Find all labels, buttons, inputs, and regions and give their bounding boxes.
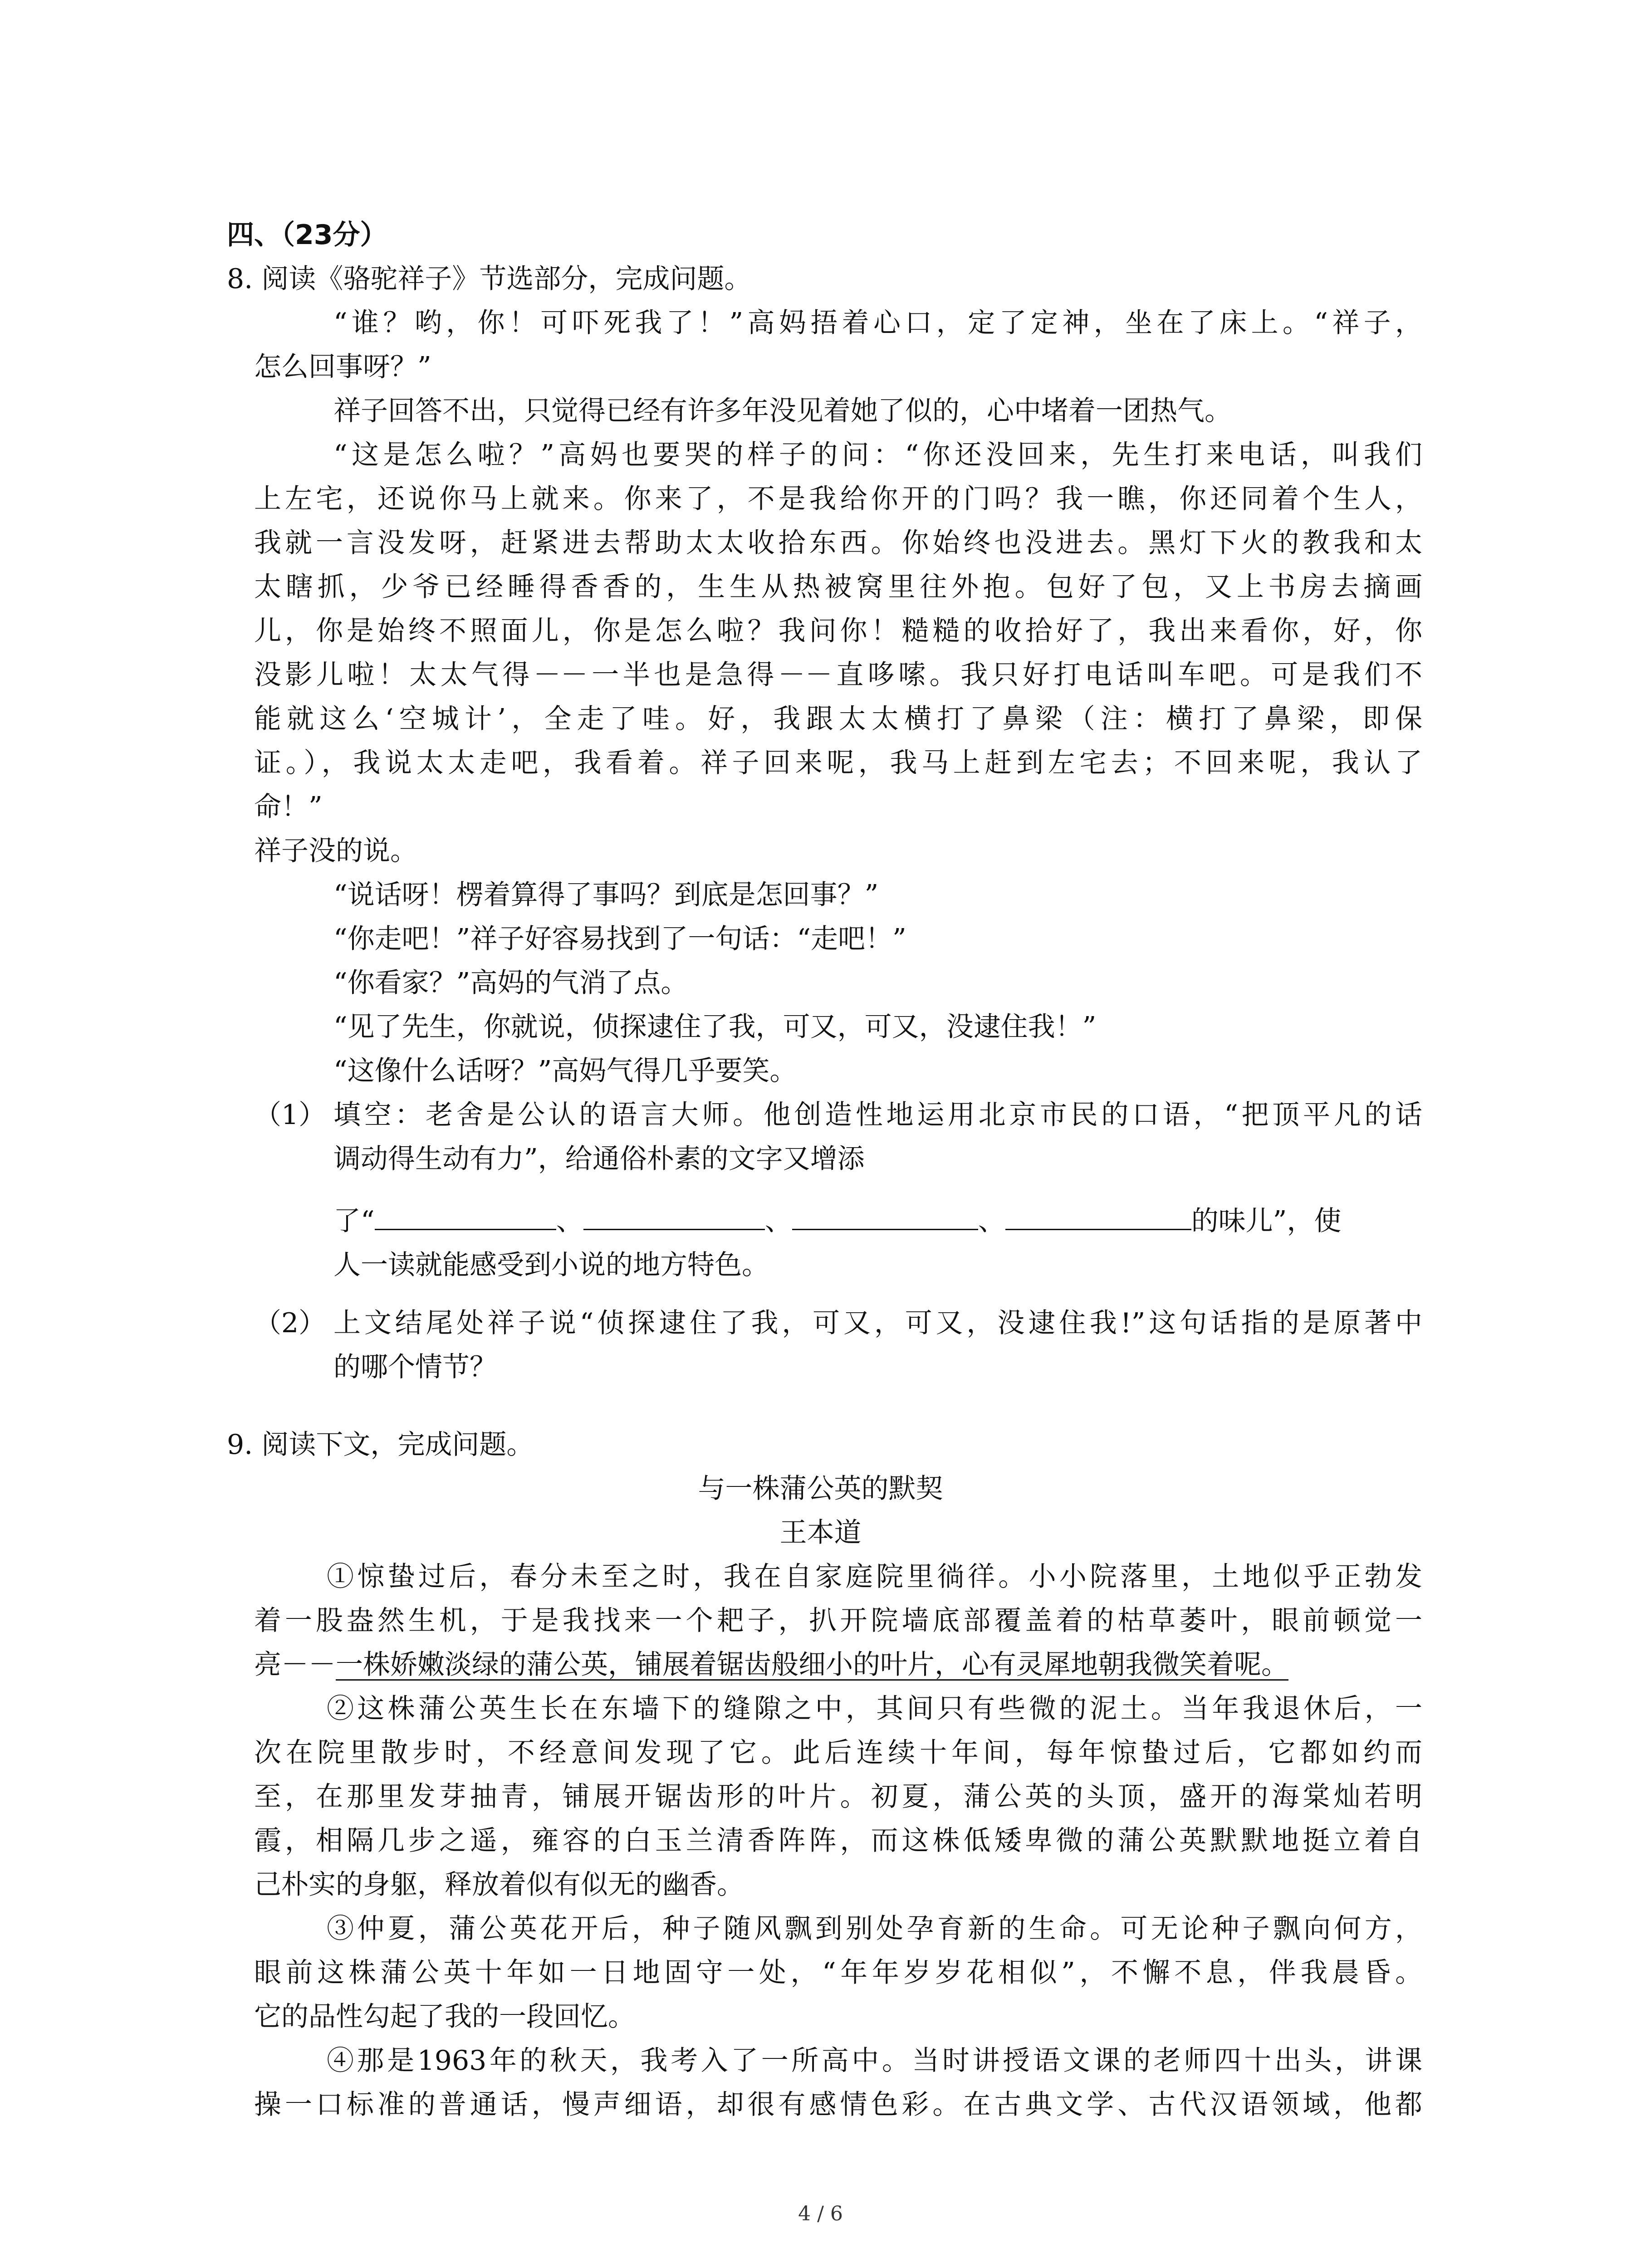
fill-suffix: 的味儿”，使 bbox=[1191, 1205, 1342, 1237]
article-line: 霞，相隔几步之遥，雍容的白玉兰清香阵阵，而这株低矮卑微的蒲公英默默地挺立着自 bbox=[254, 1825, 1422, 1857]
article-text: 亮－－ bbox=[254, 1649, 336, 1681]
q8-passage-line: 没影儿啦！太太气得－－一半也是急得－－直哆嗦。我只好打电话叫车吧。可是我们不 bbox=[254, 659, 1422, 691]
q8-passage-line: 太瞎抓，少爷已经睡得香香的，生生从热被窝里往外抱。包好了包，又上书房去摘画 bbox=[254, 571, 1422, 603]
article-line: 着一股盎然生机，于是我找来一个耙子，扒开院墙底部覆盖着的枯草萎叶，眼前顿觉一 bbox=[254, 1605, 1422, 1637]
answer-blank-4[interactable] bbox=[1005, 1203, 1191, 1230]
article-line: 己朴实的身躯，释放着似有似无的幽香。 bbox=[254, 1869, 744, 1901]
blank-separator: 、 bbox=[556, 1205, 583, 1237]
q8-passage-line: “说话呀！楞着算得了事吗？到底是怎回事？” bbox=[333, 879, 879, 911]
q8-passage-line: “这是怎么啦？”高妈也要哭的样子的问：“你还没回来，先生打来电话，叫我们 bbox=[333, 439, 1422, 471]
q8-passage-line: 命！” bbox=[254, 791, 323, 823]
q8-sub1-line: 调动得生动有力”，给通俗朴素的文字又增添 bbox=[333, 1143, 865, 1175]
article-author: 王本道 bbox=[779, 1517, 862, 1549]
blank-separator: 、 bbox=[978, 1205, 1005, 1237]
q8-sub2-label: （2） bbox=[254, 1307, 326, 1339]
q8-passage-line: 怎么回事呀？” bbox=[254, 351, 431, 383]
article-line bbox=[254, 1647, 1288, 1683]
q8-passage-line: “谁？哟，你！可吓死我了！”高妈捂着心口，定了定神，坐在了床上。“祥子， bbox=[333, 307, 1422, 339]
q8-passage-line: 上左宅，还说你马上就来。你来了，不是我给你开的门吗？我一瞧，你还同着个生人， bbox=[254, 483, 1422, 515]
q8-passage-line: 能就这么‘空城计’，全走了哇。好，我跟太太横打了鼻梁（注：横打了鼻梁，即保 bbox=[254, 703, 1422, 735]
article-title: 与一株蒲公英的默契 bbox=[698, 1473, 943, 1505]
article-line: 眼前这株蒲公英十年如一日地固守一处，“年年岁岁花相似”，不懈不息，伴我晨昏。 bbox=[254, 1957, 1422, 1989]
answer-blank-3[interactable] bbox=[792, 1203, 978, 1230]
answer-blank-2[interactable] bbox=[583, 1203, 765, 1230]
article-line: ③仲夏，蒲公英花开后，种子随风飘到别处孕育新的生命。可无论种子飘向何方， bbox=[327, 1913, 1422, 1945]
article-line: 操一口标准的普通话，慢声细语，却很有感情色彩。在古典文学、古代汉语领域，他都 bbox=[254, 2089, 1422, 2121]
underlined-sentence: 一株娇嫩淡绿的蒲公英，铺展着锯齿般细小的叶片，心有灵犀地朝我微笑着呢。 bbox=[336, 1649, 1288, 1681]
article-line: ①惊蛰过后，春分未至之时，我在自家庭院里徜徉。小小院落里，土地似乎正勃发 bbox=[327, 1561, 1422, 1593]
q8-passage-line: “你看家？”高妈的气消了点。 bbox=[333, 967, 688, 999]
q8-passage-line: “见了先生，你就说，侦探逮住了我，可又，可又，没逮住我！” bbox=[333, 1011, 1097, 1043]
article-line: ④那是1963年的秋天，我考入了一所高中。当时讲授语文课的老师四十出头，讲课 bbox=[327, 2045, 1422, 2077]
article-line: 次在院里散步时，不经意间发现了它。此后连续十年间，每年惊蛰过后，它都如约而 bbox=[254, 1737, 1422, 1769]
q8-passage-line: 儿，你是始终不照面儿，你是怎么啦？我问你！糙糙的收拾好了，我出来看你，好，你 bbox=[254, 615, 1422, 647]
q8-sub1-line: 填空：老舍是公认的语言大师。他创造性地运用北京市民的口语，“把顶平凡的话 bbox=[333, 1099, 1422, 1131]
q8-passage-line: “这像什么话呀？”高妈气得几乎要笑。 bbox=[333, 1055, 797, 1087]
page-number: 4 / 6 bbox=[798, 2202, 843, 2225]
q8-sub1-label: （1） bbox=[254, 1099, 326, 1131]
q8-passage-line: “你走吧！”祥子好容易找到了一句话：“走吧！” bbox=[333, 923, 906, 955]
q8-passage-line: 证。），我说太太走吧，我看着。祥子回来呢，我马上赶到左宅去；不回来呢，我认了 bbox=[254, 747, 1422, 779]
q8-sub1-fill-line bbox=[333, 1203, 1341, 1239]
q9-prompt: 9. 阅读下文，完成问题。 bbox=[227, 1429, 534, 1461]
blank-separator: 、 bbox=[764, 1205, 792, 1237]
q8-sub1-line: 人一读就能感受到小说的地方特色。 bbox=[333, 1249, 769, 1281]
q8-passage-line: 祥子回答不出，只觉得已经有许多年没见着她了似的，心中堵着一团热气。 bbox=[333, 395, 1232, 427]
section-title: 四、（23分） bbox=[227, 219, 387, 251]
answer-blank-1[interactable] bbox=[375, 1203, 556, 1230]
article-line: 至，在那里发芽抽青，铺展开锯齿形的叶片。初夏，蒲公英的头顶，盛开的海棠灿若明 bbox=[254, 1781, 1422, 1813]
fill-prefix: 了“ bbox=[333, 1205, 375, 1237]
q8-prompt: 8. 阅读《骆驼祥子》节选部分，完成问题。 bbox=[227, 263, 752, 295]
q8-passage-line: 祥子没的说。 bbox=[254, 835, 417, 867]
article-line: 它的品性勾起了我的一段回忆。 bbox=[254, 2001, 635, 2033]
q8-sub2-line: 上文结尾处祥子说“侦探逮住了我，可又，可又，没逮住我!”这句话指的是原著中 bbox=[333, 1307, 1422, 1339]
article-line: ②这株蒲公英生长在东墙下的缝隙之中，其间只有些微的泥土。当年我退休后，一 bbox=[327, 1693, 1422, 1725]
q8-passage-line: 我就一言没发呀，赶紧进去帮助太太收拾东西。你始终也没进去。黑灯下火的教我和太 bbox=[254, 527, 1422, 559]
q8-sub2-line: 的哪个情节？ bbox=[333, 1351, 497, 1383]
